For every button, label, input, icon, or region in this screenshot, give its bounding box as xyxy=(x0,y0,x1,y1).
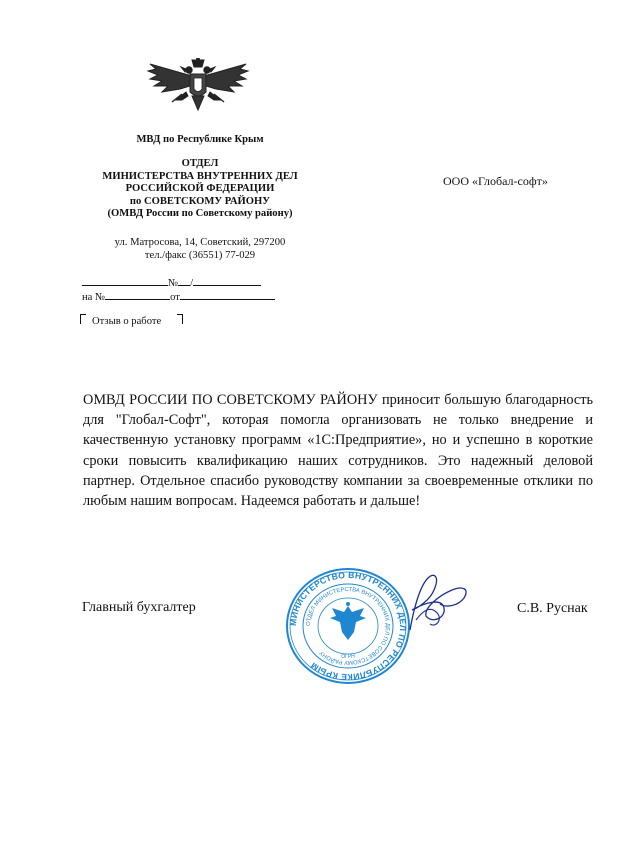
signer-name: С.В. Руснак xyxy=(517,601,588,616)
dept-line: (ОМВД России по Советскому району) xyxy=(107,208,293,220)
number-slash: / xyxy=(190,278,194,289)
emblem-eagle-icon xyxy=(146,58,250,116)
handwritten-signature xyxy=(396,568,476,638)
letter-body: ОМВД РОССИИ ПО СОВЕТСКОМУ РАЙОНУ приносит большую благодарность для "Глобал-Софт", которая помогла организовать не только внедрение и качественную установку программ «1С:Предприятие», но и успешно в короткие сроки повысить квалификацию наших сотрудников. Это надежный деловой партнер. Отдельное спасибо руководству компании за своевременные отклики по любым нашим вопросам. Надеемся работать и дальше! xyxy=(83,392,593,510)
date-label: от xyxy=(170,292,180,303)
subject-bracket-right xyxy=(177,314,183,324)
subject-line xyxy=(80,314,183,327)
recipient-name: ООО «Глобал-софт» xyxy=(443,174,548,188)
address-line: ул. Матросова, 14, Советский, 297200 xyxy=(114,237,286,248)
reference-prefix: на № xyxy=(82,292,106,303)
subject-text: Отзыв о работе xyxy=(92,316,162,327)
address-block xyxy=(80,236,320,262)
stamp-inner-text: ОТДЕЛ МИНИСТЕРСТВА ВНУТРЕННИХ ДЕЛ ПО СОВЕТСКОМУ РАЙОНУ xyxy=(305,586,391,666)
stamp-ogrn-label: ОГРН xyxy=(341,654,355,660)
department-name-block xyxy=(80,158,320,221)
subject-bracket-left xyxy=(80,314,86,324)
dept-line: ОТДЕЛ xyxy=(181,158,219,169)
dept-line: РОССИЙСКОЙ ФЕДЕРАЦИИ xyxy=(125,183,275,195)
dept-line: МИНИСТЕРСТВА ВНУТРЕННИХ ДЕЛ xyxy=(102,170,298,182)
outgoing-number-line xyxy=(82,275,261,290)
org-parent-name: МВД по Республике Крым xyxy=(136,134,264,145)
reference-number-line xyxy=(82,289,275,304)
official-stamp-seal xyxy=(284,566,412,686)
signer-position: Главный бухгалтер xyxy=(82,600,196,615)
phone-line: тел./факс (36551) 77-029 xyxy=(144,250,256,262)
stamp-outer-text: МИНИСТЕРСТВО ВНУТРЕННИХ ДЕЛ ПО РЕСПУБЛИКЕ КРЫМ xyxy=(287,569,409,683)
number-label: № xyxy=(168,278,179,289)
dept-line: по СОВЕТСКОМУ РАЙОНУ xyxy=(129,195,271,207)
